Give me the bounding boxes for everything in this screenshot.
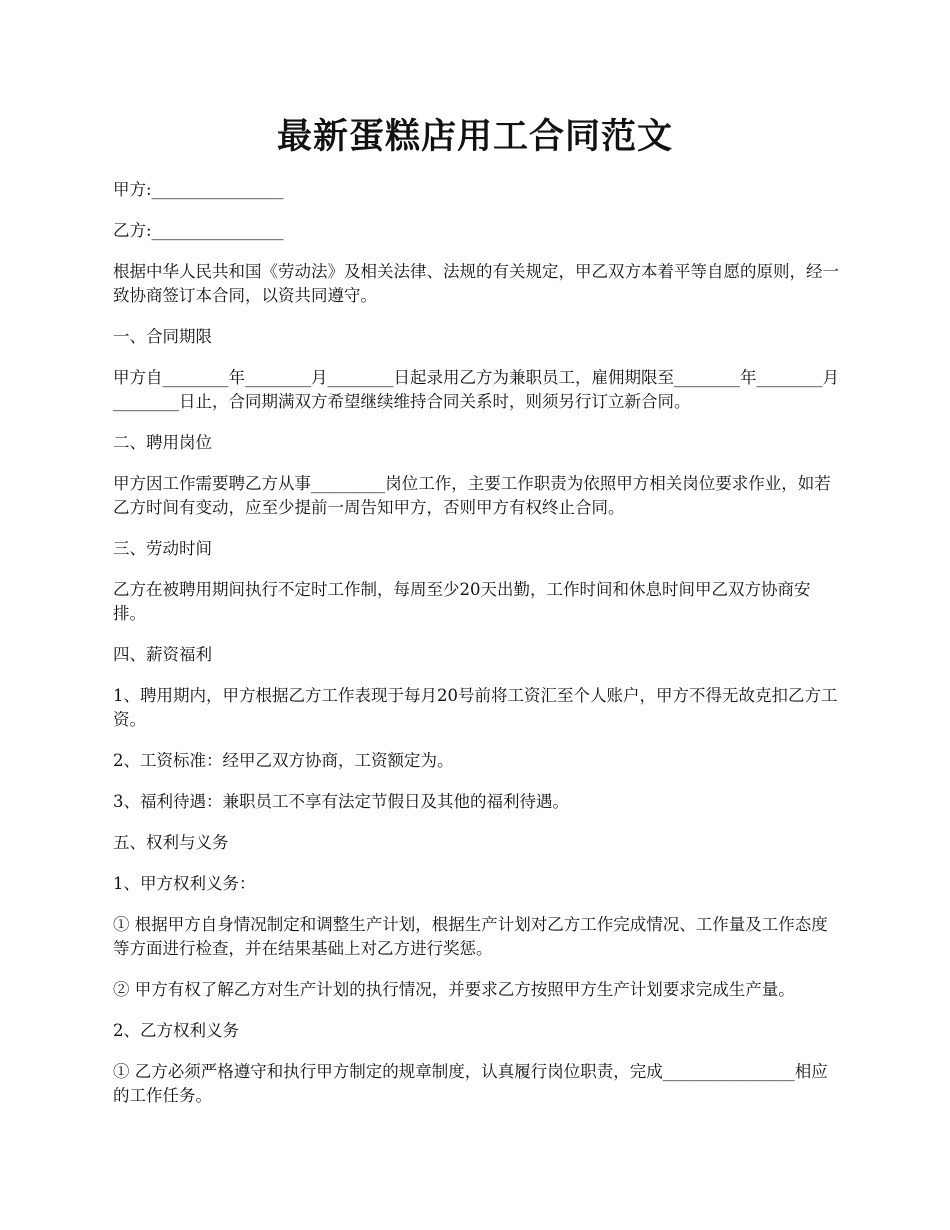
- salary-item-2: 2、工资标准：经甲乙双方协商，工资额定为。: [113, 751, 454, 770]
- section-heading-working-hours: 三、劳动时间: [113, 539, 212, 558]
- party-b-line: 乙方:________________: [113, 221, 284, 240]
- salary-item-3: 3、福利待遇：兼职员工不享有法定节假日及其他的福利待遇。: [113, 792, 569, 811]
- party-a-rights-item-1: ① 根据甲方自身情况制定和调整生产计划，根据生产计划对乙方工作完成情况、工作量及工作态度等方面进行检查，并在结果基础上对乙方进行奖惩。: [113, 915, 828, 958]
- document-title: 最新蛋糕店用工合同范文: [276, 116, 673, 157]
- party-b-rights-heading: 2、乙方权利义务: [113, 1021, 239, 1040]
- section-heading-position: 二、聘用岗位: [113, 433, 212, 452]
- party-a-line: 甲方:________________: [113, 180, 284, 199]
- position-paragraph: 甲方因工作需要聘乙方从事_________岗位工作，主要工作职责为依照甲方相关岗位要求作业，如若乙方时间有变动，应至少提前一周告知甲方，否则甲方有权终止合同。: [113, 474, 831, 517]
- salary-item-1: 1、聘用期内，甲方根据乙方工作表现于每月20号前将工资汇至个人账户，甲方不得无故克扣乙方工资。: [113, 686, 838, 729]
- party-b-rights-item-1: ① 乙方必须严格遵守和执行甲方制定的规章制度，认真履行岗位职责，完成________________相应的工作任务。: [113, 1062, 828, 1105]
- working-hours-paragraph: 乙方在被聘用期间执行不定时工作制，每周至少20天出勤，工作时间和休息时间甲乙双方协商安排。: [113, 580, 811, 623]
- contract-term-paragraph: 甲方自________年________月________日起录用乙方为兼职员工，雇佣期限至________年________月________日止，合同期满双方希望继续维持合同关系时，则须另行订立新合同。: [113, 368, 839, 411]
- section-heading-salary: 四、薪资福利: [113, 645, 212, 664]
- section-heading-rights-duties: 五、权利与义务: [113, 833, 229, 852]
- document-body: [113, 178, 843, 1125]
- party-a-rights-heading: 1、甲方权利义务：: [113, 874, 256, 893]
- preamble-paragraph: 根据中华人民共和国《劳动法》及相关法律、法规的有关规定，甲乙双方本着平等自愿的原则，经一致协商签订本合同，以资共同遵守。: [113, 262, 839, 305]
- party-a-rights-item-2: ② 甲方有权了解乙方对生产计划的执行情况，并要求乙方按照甲方生产计划要求完成生产量。: [113, 980, 795, 999]
- section-heading-contract-term: 一、合同期限: [113, 327, 212, 346]
